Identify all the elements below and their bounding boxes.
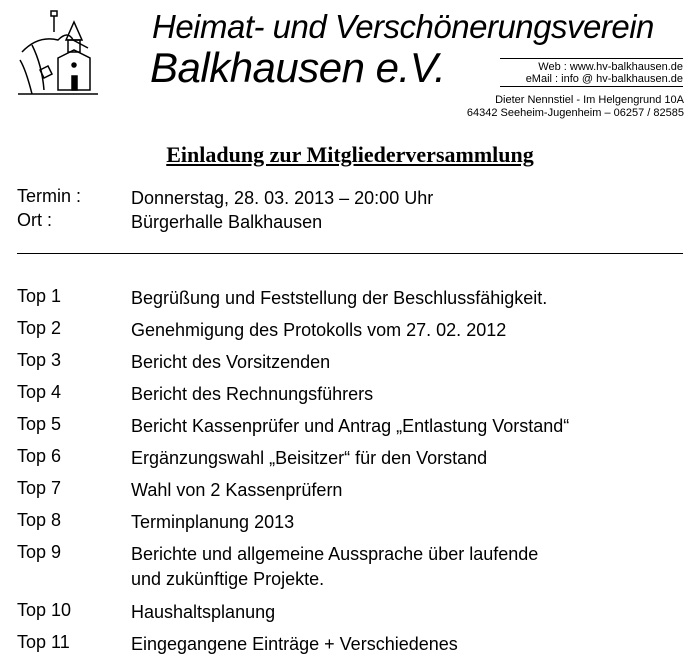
agenda-label: Top 9 bbox=[17, 542, 62, 562]
chapel-logo-icon bbox=[18, 10, 108, 95]
agenda-text: Begrüßung und Feststellung der Beschlussfähigkeit. bbox=[131, 288, 548, 308]
agenda-text: Bericht des Rechnungsführers bbox=[131, 384, 374, 404]
website-link[interactable]: Web : www.hv-balkhausen.de bbox=[538, 61, 683, 73]
agenda-text: Bericht des Vorsitzenden bbox=[131, 352, 331, 372]
org-name-line1: Heimat- und Verschönerungsverein bbox=[152, 8, 654, 45]
agenda-text: Haushaltsplanung bbox=[131, 602, 276, 622]
org-name-line2: Balkhausen e.V. bbox=[150, 44, 446, 91]
agenda-text: Berichte und allgemeine Aussprache über laufende und zukünftige Projekte. bbox=[131, 544, 539, 589]
agenda-text: Terminplanung 2013 bbox=[131, 512, 295, 532]
agenda-label: Top 11 bbox=[17, 632, 70, 652]
agenda-text: Wahl von 2 Kassenprüfern bbox=[131, 480, 343, 500]
email-link[interactable]: eMail : info @ hv-balkhausen.de bbox=[525, 73, 683, 85]
meta-value: Bürgerhalle Balkhausen bbox=[131, 212, 323, 232]
agenda-label: Top 2 bbox=[17, 318, 62, 338]
meta-label: Ort : bbox=[17, 210, 52, 230]
agenda-text: Bericht Kassenprüfer und Antrag „Entlastung Vorstand“ bbox=[131, 416, 570, 436]
agenda-label: Top 1 bbox=[17, 286, 62, 306]
agenda-label: Top 10 bbox=[17, 600, 72, 620]
agenda-text: Eingegangene Einträge + Verschiedenes bbox=[131, 634, 458, 654]
meta-value: Donnerstag, 28. 03. 2013 – 20:00 Uhr bbox=[131, 188, 434, 208]
agenda-label: Top 7 bbox=[17, 478, 62, 498]
agenda-text: Ergänzungswahl „Beisitzer“ für den Vorstand bbox=[131, 448, 488, 468]
agenda-label: Top 5 bbox=[17, 414, 62, 434]
agenda-label: Top 6 bbox=[17, 446, 62, 466]
header-rule-bottom bbox=[500, 86, 683, 87]
divider bbox=[17, 253, 683, 254]
agenda-label: Top 4 bbox=[17, 382, 62, 402]
header-rule-top bbox=[500, 58, 683, 59]
address-line2: 64342 Seeheim-Jugenheim – 06257 / 82585 bbox=[466, 107, 684, 119]
meta-label: Termin : bbox=[17, 186, 82, 206]
agenda-label: Top 3 bbox=[17, 350, 62, 370]
page-title: Einladung zur Mitgliederversammlung bbox=[166, 142, 534, 167]
agenda-text: Genehmigung des Protokolls vom 27. 02. 2012 bbox=[131, 320, 507, 340]
address-line1: Dieter Nennstiel - Im Helgengrund 10A bbox=[495, 94, 684, 106]
agenda-label: Top 8 bbox=[17, 510, 62, 530]
